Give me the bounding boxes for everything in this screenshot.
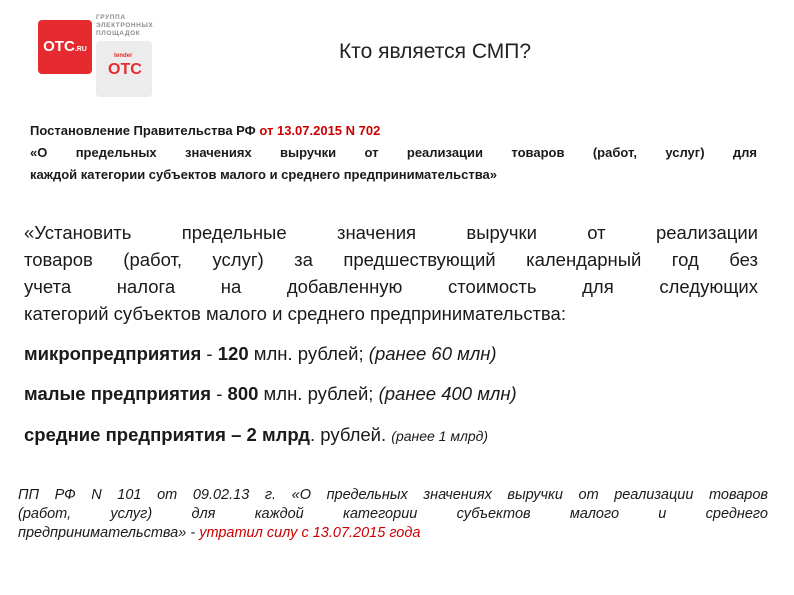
quote-line-3: учета налога на добавленную стоимость для следующих <box>24 276 758 297</box>
decree-date-number: от 13.07.2015 N 702 <box>259 123 381 138</box>
quote-line-2: товаров (работ, услуг) за предшествующий календарный год без <box>24 249 758 270</box>
item-dash: - <box>211 383 228 404</box>
item-amount: 120 <box>217 343 249 364</box>
decree-block <box>30 120 757 186</box>
footer-line-3 <box>18 524 768 543</box>
item-unit: млн. рублей; <box>248 343 369 364</box>
quote-line-1: «Установить предельные значения выручки от реализации <box>24 222 758 243</box>
item-label: средние предприятия – 2 млрд <box>24 424 310 445</box>
footer-prefix: предпринимательства» - <box>18 525 200 541</box>
group-caption: ГРУППА ЭЛЕКТРОННЫХ ПЛОЩАДОК <box>96 14 154 37</box>
item-previous: (ранее 400 млн) <box>378 383 517 404</box>
decree-line-1 <box>30 120 757 142</box>
list-item-small <box>24 383 517 405</box>
otc-logo-text: OTC <box>43 38 75 55</box>
item-unit: млн. рублей; <box>258 383 379 404</box>
otc-logo-suffix: .RU <box>74 46 87 53</box>
list-item-medium <box>24 424 488 446</box>
item-previous: (ранее 60 млн) <box>368 343 497 364</box>
otc-logo <box>38 20 92 74</box>
footer-note <box>18 486 768 543</box>
item-amount: 800 <box>227 383 259 404</box>
item-previous: (ранее 1 млрд) <box>391 428 489 444</box>
tender-otc-logo <box>96 41 152 97</box>
quote-line-4: категорий субъектов малого и среднего предпринимательства: <box>24 303 566 324</box>
footer-line-1: ПП РФ N 101 от 09.02.13 г. «О предельных значениях выручки от реализации товаров <box>18 487 768 503</box>
decree-line-3: каждой категории субъектов малого и среднего предпринимательства» <box>30 167 498 182</box>
tender-logo-small: tender <box>114 53 133 59</box>
decree-prefix: Постановление Правительства РФ <box>30 123 260 138</box>
footer-repealed: утратил силу с 13.07.2015 года <box>199 525 421 541</box>
item-unit: . рублей. <box>310 424 392 445</box>
item-dash: - <box>201 343 218 364</box>
list-item-micro <box>24 343 497 365</box>
quote-block <box>24 219 758 327</box>
decree-line-2: «О предельных значениях выручки от реализации товаров (работ, услуг) для <box>30 145 757 160</box>
slide-title: Кто является СМП? <box>338 40 532 63</box>
item-label: малые предприятия <box>24 383 212 404</box>
tender-logo-big: OTC <box>108 61 142 78</box>
footer-line-2: (работ, услуг) для каждой категории субъектов малого и среднего <box>18 506 768 522</box>
item-label: микропредприятия <box>24 343 202 364</box>
